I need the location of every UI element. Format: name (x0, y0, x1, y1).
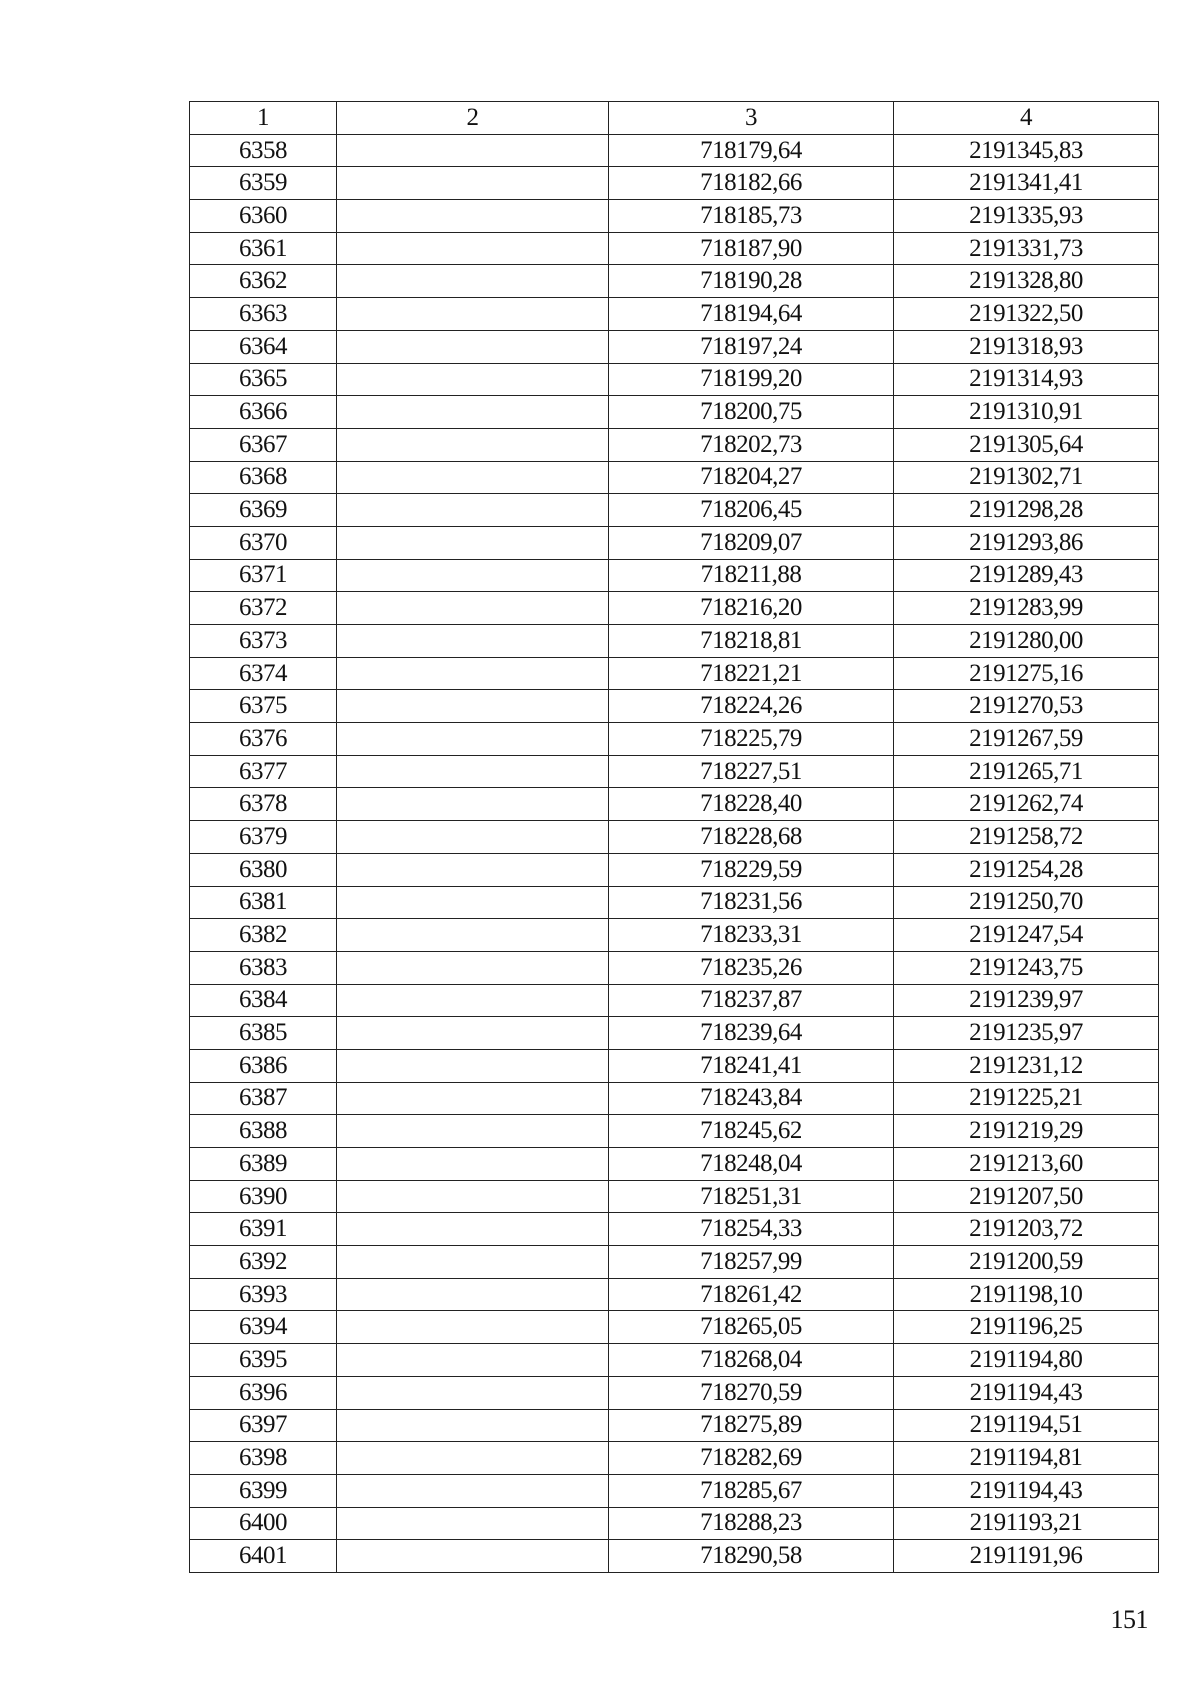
table-cell-col2 (337, 265, 609, 298)
table-cell-col1: 6381 (190, 886, 337, 919)
table-cell-col4: 2191225,21 (894, 1082, 1159, 1115)
table-cell-col4: 2191247,54 (894, 919, 1159, 952)
table-cell-col4: 2191194,43 (894, 1474, 1159, 1507)
table-cell-col4: 2191198,10 (894, 1278, 1159, 1311)
table-cell-col2 (337, 1540, 609, 1573)
table-cell-col4: 2191293,86 (894, 526, 1159, 559)
table-cell-col4: 2191335,93 (894, 200, 1159, 233)
table-cell-col3: 718261,42 (609, 1278, 894, 1311)
table-cell-col2 (337, 330, 609, 363)
table-row (190, 1082, 1159, 1115)
table-cell-col2 (337, 494, 609, 527)
table-cell-col2 (337, 396, 609, 429)
table-cell-col1: 6394 (190, 1311, 337, 1344)
table-cell-col4: 2191235,97 (894, 1017, 1159, 1050)
table-cell-col3: 718275,89 (609, 1409, 894, 1442)
table-cell-col2 (337, 1474, 609, 1507)
table-cell-col2 (337, 951, 609, 984)
table-row (190, 1246, 1159, 1279)
table-cell-col2 (337, 1344, 609, 1377)
table-cell-col3: 718228,68 (609, 821, 894, 854)
table-cell-col2 (337, 723, 609, 756)
table-cell-col4: 2191331,73 (894, 232, 1159, 265)
table-cell-col1: 6376 (190, 723, 337, 756)
table-cell-col3: 718216,20 (609, 592, 894, 625)
table-cell-col4: 2191289,43 (894, 559, 1159, 592)
table-cell-col1: 6373 (190, 625, 337, 658)
table-cell-col2 (337, 559, 609, 592)
table-cell-col4: 2191193,21 (894, 1507, 1159, 1540)
table-cell-col3: 718199,20 (609, 363, 894, 396)
table-cell-col1: 6367 (190, 428, 337, 461)
table-cell-col1: 6397 (190, 1409, 337, 1442)
table-cell-col3: 718231,56 (609, 886, 894, 919)
table-cell-col3: 718194,64 (609, 298, 894, 331)
table-cell-col2 (337, 363, 609, 396)
table-cell-col4: 2191254,28 (894, 853, 1159, 886)
table-cell-col3: 718239,64 (609, 1017, 894, 1050)
table-cell-col4: 2191275,16 (894, 657, 1159, 690)
table-row (190, 1409, 1159, 1442)
table-cell-col3: 718243,84 (609, 1082, 894, 1115)
table-row (190, 1017, 1159, 1050)
table-cell-col4: 2191194,80 (894, 1344, 1159, 1377)
table-cell-col1: 6393 (190, 1278, 337, 1311)
table-cell-col2 (337, 788, 609, 821)
table-row (190, 984, 1159, 1017)
table-cell-col4: 2191345,83 (894, 134, 1159, 167)
table-row (190, 559, 1159, 592)
table-cell-col2 (337, 1049, 609, 1082)
table-cell-col1: 6372 (190, 592, 337, 625)
table-cell-col1: 6377 (190, 755, 337, 788)
table-cell-col1: 6378 (190, 788, 337, 821)
table-cell-col3: 718190,28 (609, 265, 894, 298)
table-cell-col3: 718254,33 (609, 1213, 894, 1246)
table-cell-col1: 6364 (190, 330, 337, 363)
table-cell-col3: 718270,59 (609, 1376, 894, 1409)
table-cell-col2 (337, 232, 609, 265)
table-cell-col3: 718235,26 (609, 951, 894, 984)
table-row (190, 428, 1159, 461)
table-cell-col3: 718185,73 (609, 200, 894, 233)
table-cell-col2 (337, 167, 609, 200)
table-cell-col3: 718233,31 (609, 919, 894, 952)
table-cell-col4: 2191280,00 (894, 625, 1159, 658)
table-cell-col1: 6366 (190, 396, 337, 429)
table-cell-col2 (337, 690, 609, 723)
table-cell-col2 (337, 1017, 609, 1050)
table-cell-col2 (337, 1409, 609, 1442)
table-row (190, 1442, 1159, 1475)
table-cell-col3: 718245,62 (609, 1115, 894, 1148)
table-cell-col3: 718224,26 (609, 690, 894, 723)
table-cell-col4: 2191314,93 (894, 363, 1159, 396)
table-cell-col4: 2191310,91 (894, 396, 1159, 429)
table-cell-col4: 2191207,50 (894, 1180, 1159, 1213)
table-row (190, 330, 1159, 363)
table-cell-col3: 718218,81 (609, 625, 894, 658)
table-cell-col1: 6369 (190, 494, 337, 527)
table-row (190, 494, 1159, 527)
table-row (190, 396, 1159, 429)
table-row (190, 1474, 1159, 1507)
table-cell-col1: 6389 (190, 1148, 337, 1181)
table-cell-col3: 718265,05 (609, 1311, 894, 1344)
table-row (190, 1278, 1159, 1311)
table-row (190, 821, 1159, 854)
table-cell-col4: 2191270,53 (894, 690, 1159, 723)
table-row (190, 1213, 1159, 1246)
table-row (190, 592, 1159, 625)
table-cell-col3: 718202,73 (609, 428, 894, 461)
table-cell-col2 (337, 298, 609, 331)
table-cell-col2 (337, 886, 609, 919)
table-cell-col4: 2191265,71 (894, 755, 1159, 788)
coordinates-table (189, 101, 1159, 1573)
table-cell-col3: 718200,75 (609, 396, 894, 429)
table-cell-col1: 6365 (190, 363, 337, 396)
table-cell-col1: 6374 (190, 657, 337, 690)
table-cell-col1: 6371 (190, 559, 337, 592)
table-cell-col3: 718285,67 (609, 1474, 894, 1507)
table-cell-col3: 718211,88 (609, 559, 894, 592)
table-cell-col3: 718268,04 (609, 1344, 894, 1377)
table-cell-col4: 2191203,72 (894, 1213, 1159, 1246)
table-cell-col3: 718229,59 (609, 853, 894, 886)
table-cell-col4: 2191243,75 (894, 951, 1159, 984)
table-cell-col1: 6359 (190, 167, 337, 200)
table-row (190, 919, 1159, 952)
table-cell-col3: 718209,07 (609, 526, 894, 559)
table-cell-col4: 2191305,64 (894, 428, 1159, 461)
table-cell-col1: 6358 (190, 134, 337, 167)
table-cell-col3: 718241,41 (609, 1049, 894, 1082)
table-cell-col3: 718197,24 (609, 330, 894, 363)
table-cell-col2 (337, 1213, 609, 1246)
table-row (190, 1540, 1159, 1573)
table-cell-col3: 718182,66 (609, 167, 894, 200)
table-cell-col2 (337, 1507, 609, 1540)
table-row (190, 755, 1159, 788)
page-number: 151 (1110, 1605, 1148, 1634)
table-cell-col1: 6388 (190, 1115, 337, 1148)
table-cell-col2 (337, 821, 609, 854)
table-row (190, 1344, 1159, 1377)
table-cell-col1: 6387 (190, 1082, 337, 1115)
table-row (190, 951, 1159, 984)
table-cell-col2 (337, 526, 609, 559)
table-cell-col4: 2191318,93 (894, 330, 1159, 363)
table-cell-col4: 2191191,96 (894, 1540, 1159, 1573)
table-row (190, 526, 1159, 559)
table-cell-col2 (337, 984, 609, 1017)
table-cell-col4: 2191298,28 (894, 494, 1159, 527)
table-row (190, 788, 1159, 821)
table-cell-col4: 2191213,60 (894, 1148, 1159, 1181)
table-cell-col3: 718290,58 (609, 1540, 894, 1573)
table-cell-col3: 718257,99 (609, 1246, 894, 1279)
table-cell-col1: 6375 (190, 690, 337, 723)
table-cell-col2 (337, 1278, 609, 1311)
table-cell-col1: 6368 (190, 461, 337, 494)
table-row (190, 1376, 1159, 1409)
table-cell-col2 (337, 200, 609, 233)
table-cell-col1: 6383 (190, 951, 337, 984)
table-cell-col2 (337, 1148, 609, 1181)
table-cell-col2 (337, 592, 609, 625)
table-cell-col4: 2191322,50 (894, 298, 1159, 331)
table-cell-col1: 6382 (190, 919, 337, 952)
table-cell-col1: 6396 (190, 1376, 337, 1409)
table-cell-col4: 2191219,29 (894, 1115, 1159, 1148)
table-cell-col4: 2191267,59 (894, 723, 1159, 756)
table-row (190, 461, 1159, 494)
table-row (190, 1180, 1159, 1213)
table-row (190, 1148, 1159, 1181)
table-cell-col1: 6395 (190, 1344, 337, 1377)
table-cell-col2 (337, 1082, 609, 1115)
column-header-1: 1 (190, 102, 337, 135)
table-cell-col1: 6392 (190, 1246, 337, 1279)
table-row (190, 1311, 1159, 1344)
table-row (190, 886, 1159, 919)
table-body (190, 134, 1159, 1572)
table-cell-col4: 2191196,25 (894, 1311, 1159, 1344)
table-header-row (190, 102, 1159, 135)
table-cell-col3: 718237,87 (609, 984, 894, 1017)
table-cell-col1: 6361 (190, 232, 337, 265)
table-cell-col3: 718251,31 (609, 1180, 894, 1213)
table-row (190, 690, 1159, 723)
table-cell-col4: 2191250,70 (894, 886, 1159, 919)
table-cell-col2 (337, 755, 609, 788)
table-cell-col1: 6379 (190, 821, 337, 854)
table-cell-col2 (337, 1180, 609, 1213)
table-row (190, 853, 1159, 886)
table-cell-col2 (337, 461, 609, 494)
table-row (190, 167, 1159, 200)
table-cell-col3: 718225,79 (609, 723, 894, 756)
table-cell-col1: 6398 (190, 1442, 337, 1475)
column-header-4: 4 (894, 102, 1159, 135)
table-cell-col1: 6386 (190, 1049, 337, 1082)
table-cell-col4: 2191283,99 (894, 592, 1159, 625)
column-header-3: 3 (609, 102, 894, 135)
table-row (190, 723, 1159, 756)
table-cell-col2 (337, 1442, 609, 1475)
table-cell-col1: 6391 (190, 1213, 337, 1246)
table-cell-col4: 2191258,72 (894, 821, 1159, 854)
table-cell-col1: 6399 (190, 1474, 337, 1507)
table-cell-col4: 2191194,81 (894, 1442, 1159, 1475)
table-cell-col3: 718282,69 (609, 1442, 894, 1475)
table-cell-col4: 2191262,74 (894, 788, 1159, 821)
table-row (190, 265, 1159, 298)
table-cell-col1: 6385 (190, 1017, 337, 1050)
table-row (190, 232, 1159, 265)
table-cell-col2 (337, 853, 609, 886)
table-row (190, 200, 1159, 233)
table-cell-col1: 6390 (190, 1180, 337, 1213)
table-cell-col4: 2191341,41 (894, 167, 1159, 200)
table-cell-col4: 2191239,97 (894, 984, 1159, 1017)
table-cell-col1: 6401 (190, 1540, 337, 1573)
table-cell-col2 (337, 1246, 609, 1279)
table-cell-col1: 6400 (190, 1507, 337, 1540)
table-cell-col3: 718228,40 (609, 788, 894, 821)
table-cell-col3: 718187,90 (609, 232, 894, 265)
table-cell-col4: 2191328,80 (894, 265, 1159, 298)
table-cell-col1: 6362 (190, 265, 337, 298)
table-cell-col1: 6380 (190, 853, 337, 886)
table-cell-col2 (337, 919, 609, 952)
table-cell-col2 (337, 625, 609, 658)
table-cell-col3: 718221,21 (609, 657, 894, 690)
table-row (190, 657, 1159, 690)
table-row (190, 363, 1159, 396)
column-header-2: 2 (337, 102, 609, 135)
table-row (190, 1115, 1159, 1148)
table-cell-col3: 718248,04 (609, 1148, 894, 1181)
table-cell-col2 (337, 657, 609, 690)
table-cell-col2 (337, 428, 609, 461)
table-row (190, 298, 1159, 331)
table-cell-col4: 2191231,12 (894, 1049, 1159, 1082)
table-cell-col1: 6370 (190, 526, 337, 559)
table-cell-col4: 2191200,59 (894, 1246, 1159, 1279)
table-cell-col1: 6363 (190, 298, 337, 331)
table-cell-col2 (337, 134, 609, 167)
table-row (190, 134, 1159, 167)
table-cell-col4: 2191194,43 (894, 1376, 1159, 1409)
table-cell-col2 (337, 1311, 609, 1344)
table-cell-col1: 6384 (190, 984, 337, 1017)
table-cell-col2 (337, 1115, 609, 1148)
table-cell-col3: 718288,23 (609, 1507, 894, 1540)
table-row (190, 1049, 1159, 1082)
table-row (190, 625, 1159, 658)
table-cell-col4: 2191302,71 (894, 461, 1159, 494)
table-cell-col3: 718179,64 (609, 134, 894, 167)
table-cell-col2 (337, 1376, 609, 1409)
table-cell-col3: 718227,51 (609, 755, 894, 788)
table-cell-col3: 718206,45 (609, 494, 894, 527)
table-cell-col4: 2191194,51 (894, 1409, 1159, 1442)
table-cell-col3: 718204,27 (609, 461, 894, 494)
table-row (190, 1507, 1159, 1540)
table-cell-col1: 6360 (190, 200, 337, 233)
